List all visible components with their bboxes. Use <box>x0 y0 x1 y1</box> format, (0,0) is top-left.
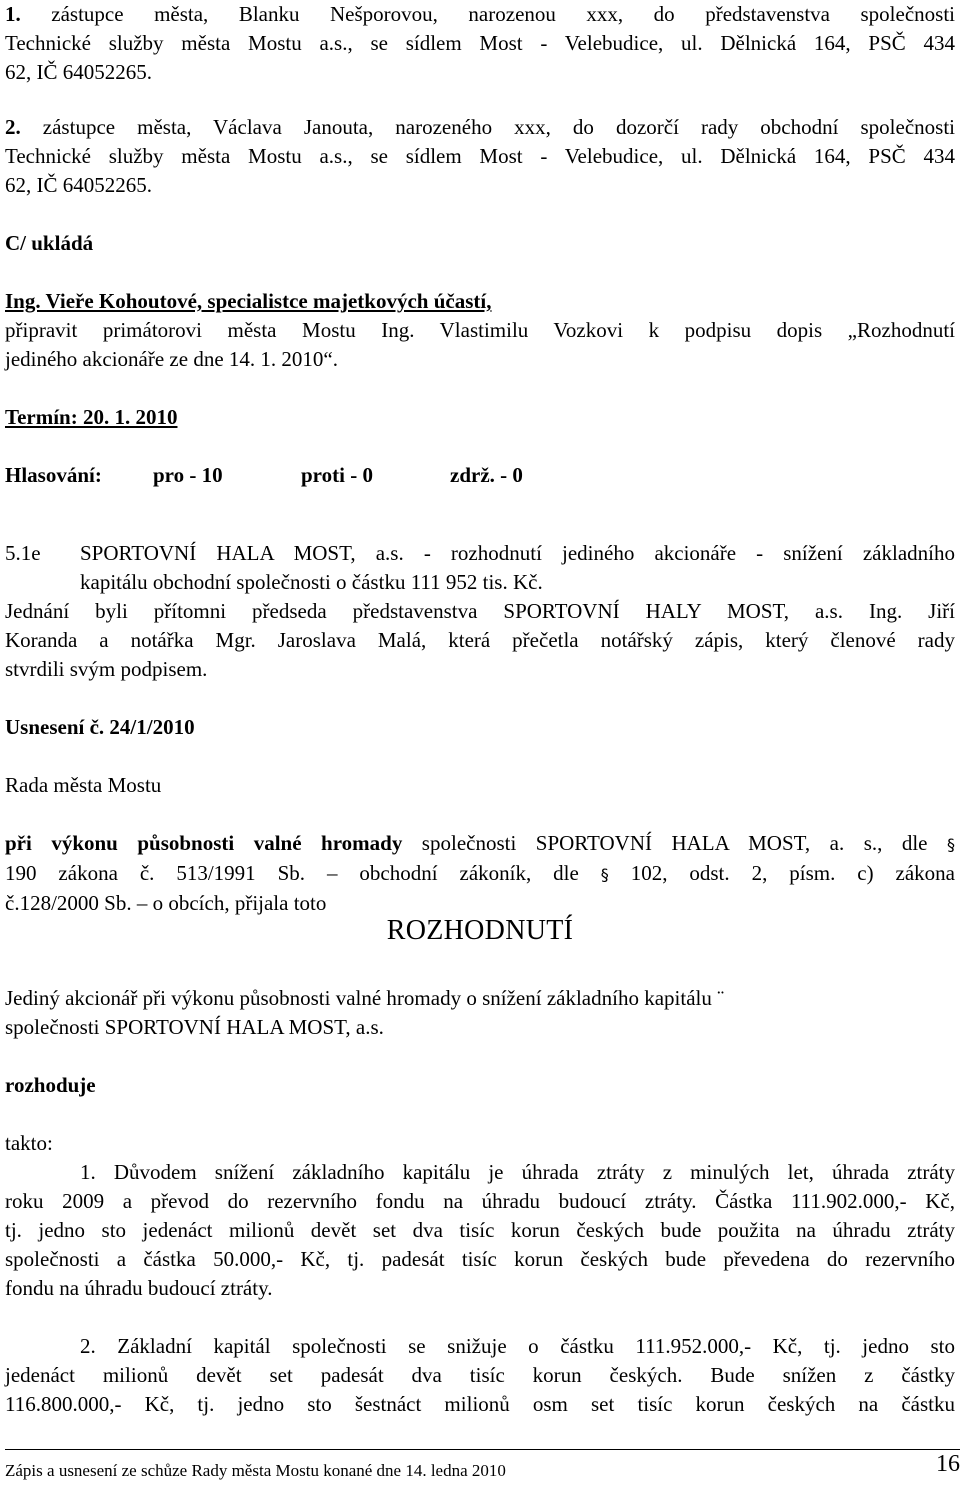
item-2-line-1: 2. zástupce města, Václava Janouta, narozeného xxx, do dozorčí rady obchodní společnosti <box>5 115 955 139</box>
vote-pro: pro - 10 <box>153 463 223 487</box>
page-footer <box>5 1451 960 1485</box>
vote-label: Hlasování: <box>5 463 102 487</box>
page-number: 16 <box>936 1451 960 1477</box>
resolution-number: Usnesení č. 24/1/2010 <box>5 715 195 739</box>
shareholder-line-1: Jediný akcionář při výkonu působnosti valné hromady o snížení základního kapitálu ¨ <box>5 986 725 1010</box>
item-1-number: 1. <box>5 2 21 26</box>
section-text-line-1: Jednání byli přítomni předseda představenstva SPORTOVNÍ HALY MOST, a.s. Ing. Jiří <box>5 599 955 623</box>
task-line-2: jediného akcionáře ze dne 14. 1. 2010“. <box>5 347 338 371</box>
point-2-line-1: 2. Základní kapitál společnosti se snižuje o částku 111.952.000,- Kč, tj. jedno sto <box>80 1334 955 1358</box>
shareholder-paragraph <box>5 984 955 1042</box>
council-name: Rada města Mostu <box>5 773 162 797</box>
task-block <box>5 287 955 374</box>
footer-text: Zápis a usnesení ze schůze Rady města Mostu konané dne 14. ledna 2010 <box>5 1461 506 1480</box>
section-sign-2: § <box>600 865 609 884</box>
nomination-item-2 <box>5 113 955 200</box>
authority-paragraph <box>5 829 955 918</box>
item-2-number: 2. <box>5 115 21 139</box>
point-1-line-2: roku 2009 a převod do rezervního fondu na úhradu budoucí ztráty. Částka 111.902.000,- Kč, <box>5 1189 955 1213</box>
vote-result <box>5 461 955 490</box>
task-person: Ing. Vieře Kohoutové, specialistce majetkových účastí, <box>5 289 492 313</box>
nomination-item-1 <box>5 0 955 87</box>
agenda-section <box>5 539 955 684</box>
point-1-line-4: společnosti a částka 50.000,- Kč, tj. padesát tisíc korun českých bude převedena do rezervního <box>5 1247 955 1271</box>
authority-line-3: č.128/2000 Sb. – o obcích, přijala toto <box>5 891 327 915</box>
deadline: Termín: 20. 1. 2010 <box>5 405 178 429</box>
item-2-line-2: Technické služby města Mostu a.s., se sídlem Most - Velebudice, ul. Dělnická 164, PSČ 434 <box>5 144 955 168</box>
item-2-line-3: 62, IČ 64052265. <box>5 173 152 197</box>
item-1-line-2: Technické služby města Mostu a.s., se sídlem Most - Velebudice, ul. Dělnická 164, PSČ 434 <box>5 31 955 55</box>
shareholder-line-2: společnosti SPORTOVNÍ HALA MOST, a.s. <box>5 1015 384 1039</box>
section-text-line-3: stvrdili svým podpisem. <box>5 657 208 681</box>
item-1-line-3: 62, IČ 64052265. <box>5 60 152 84</box>
decision-point-1 <box>5 1158 955 1303</box>
authority-line-2: 190 zákona č. 513/1991 Sb. – obchodní zákoník, dle § 102, odst. 2, písm. c) zákona <box>5 861 956 885</box>
section-title-line-1: SPORTOVNÍ HALA MOST, a.s. - rozhodnutí jediného akcionáře - snížení základního <box>80 541 955 565</box>
authority-bold: při výkonu působnosti valné hromady <box>5 831 403 855</box>
footer-rule <box>5 1449 960 1450</box>
decision-point-2 <box>5 1332 955 1419</box>
decides-label: rozhoduje <box>5 1073 96 1097</box>
section-title-line-2: kapitálu obchodní společnosti o částku 111 952 tis. Kč. <box>80 570 543 594</box>
section-sign-1: § <box>947 835 955 854</box>
vote-abstain: zdrž. - 0 <box>450 463 523 487</box>
section-c-heading: C/ ukládá <box>5 231 94 255</box>
point-1-line-5: fondu na úhradu budoucí ztráty. <box>5 1276 273 1300</box>
vote-proti: proti - 0 <box>301 463 373 487</box>
authority-line-1: při výkonu působnosti valné hromady společnosti SPORTOVNÍ HALA MOST, a. s., dle § <box>5 831 955 855</box>
point-2-line-3: 116.800.000,- Kč, tj. jedno sto šestnáct milionů osm set tisíc korun českých na částku <box>5 1392 955 1416</box>
point-1-line-3: tj. jedno sto jedenáct milionů devět set dva tisíc korun českých bude použita na úhradu ztráty <box>5 1218 955 1242</box>
as-follows-label: takto: <box>5 1131 53 1155</box>
item-1-line-1: 1. zástupce města, Blanku Nešporovou, narozenou xxx, do představenstva společnosti <box>5 2 955 26</box>
point-2-line-2: jedenáct milionů devět set padesát dva tisíc korun českých. Bude snížen z částky <box>5 1363 955 1387</box>
section-text-line-2: Koranda a notářka Mgr. Jaroslava Malá, která přečetla notářský zápis, který členové rady <box>5 628 955 652</box>
section-number: 5.1e <box>5 541 41 565</box>
point-1-line-1: 1. Důvodem snížení základního kapitálu je úhrada ztráty z minulých let, úhrada ztráty <box>80 1160 955 1184</box>
decision-title: ROZHODNUTÍ <box>386 915 574 946</box>
task-line-1: připravit primátorovi města Mostu Ing. Vlastimilu Vozkovi k podpisu dopis „Rozhodnutí <box>5 318 955 342</box>
